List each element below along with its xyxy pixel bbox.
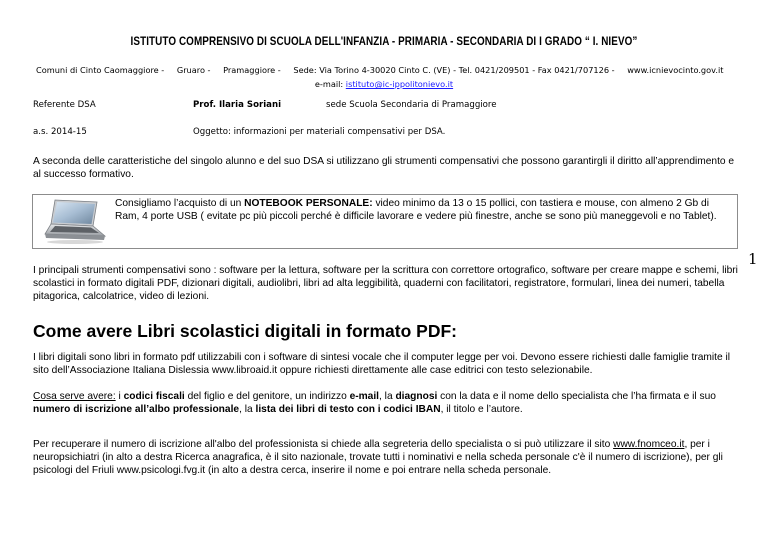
cosa-serve-text: con la data e il nome dello specialista che l’ha firmata e il suo	[437, 391, 716, 402]
referente-name: Prof. Ilaria Soriani	[193, 100, 282, 110]
referente-label: Referente DSA	[33, 100, 96, 110]
fnomceo-link[interactable]: www.fnomceo.it	[613, 439, 685, 450]
notebook-box	[32, 194, 738, 249]
codici-fiscali: codici fiscali	[123, 391, 185, 402]
email-label: e-mail:	[314, 79, 346, 89]
section-heading: Come avere Libri scolastici digitali in formato PDF:	[33, 321, 457, 341]
school-title: ISTITUTO COMPRENSIVO DI SCUOLA DELL'INFANZIA - PRIMARIA - SECONDARIA DI I GRADO “ I. NIEVO”	[130, 36, 638, 48]
cosa-serve-text: , la	[239, 404, 256, 415]
sede-scuola: sede Scuola Secondaria di Pramaggiore	[326, 100, 497, 110]
anno-scolastico: a.s. 2014-15	[33, 127, 87, 137]
notebook-text	[115, 197, 731, 223]
diagnosi: diagnosi	[395, 391, 438, 402]
numero-iscrizione: numero di iscrizione all’albo professionale	[33, 404, 240, 415]
oggetto: Oggetto: informazioni per materiali compensativi per DSA.	[193, 127, 446, 137]
recuperare-text: Per recuperare il numero di iscrizione all'albo del professionista si chiede alla segreteria dello specialista o si può utilizzare il sito	[33, 439, 614, 450]
sede-address: Sede: Via Torino 4-30020 Cinto C. (VE) - Tel. 0421/209501 - Fax 0421/707126 -	[293, 65, 615, 75]
email-link[interactable]: istituto@ic-ippolitonievo.it	[345, 79, 454, 89]
recuperare-text: , per i neuropsichiatri (in alto a destra Ricerca anagrafica, è il sito nazionale, trovate tutti i nominativi e nella scheda personale c'è il numero di iscrizione), per gli psicologi del Friuli www.psicologi.fvg.it (in alto a destra cerca, inserire il nome e poi entrare nella scheda personale.	[33, 439, 723, 476]
email-required: e-mail	[349, 391, 380, 402]
cosa-serve-label: Cosa serve avere:	[33, 391, 116, 402]
intro-paragraph: A seconda delle caratteristiche del singolo alunno e del suo DSA si utilizzano gli strumenti compensativi che possono garantirgli il diritto all’apprendimento e al successo formativo.	[33, 156, 735, 180]
cosa-serve-text: i	[115, 391, 124, 402]
comune-gruaro: Gruaro -	[176, 65, 211, 75]
comune-pramaggiore: Pramaggiore -	[223, 65, 281, 75]
box-rest: video minimo da 13 o 15 pollici, con tastiera e mouse, con almeno 2 Gb di Ram, 4 porte USB ( evitate pc più piccoli perché è difficile lavorare e vedere più finestre, anche se sono più maneggevoli e no Tablet).	[115, 198, 717, 222]
cosa-serve-text: , il titolo e l’autore.	[440, 404, 523, 415]
cosa-serve-text: , la	[379, 391, 396, 402]
website: www.icnievocinto.gov.it	[627, 65, 724, 75]
comuni-line	[36, 65, 733, 75]
page-number: 1	[748, 250, 758, 268]
libri-digitali-paragraph: I libri digitali sono libri in formato pdf utilizzabili con i software di sintesi vocale che il computer legge per voi. Devono essere richiesti dalle famiglie tramite il sito dell’Associazione Italiana Dislessia www.libroaid.it oppure richiesti direttamente alle case editrici con testo selezionabile.	[33, 352, 731, 376]
comuni-label: Comuni di Cinto Caomaggiore -	[36, 65, 165, 75]
box-bold: NOTEBOOK PERSONALE:	[244, 198, 373, 209]
recuperare-paragraph	[33, 438, 738, 477]
email-line	[0, 79, 768, 89]
lista-libri: lista dei libri di testo con i codici IBAN	[255, 404, 441, 415]
cosa-serve-paragraph	[33, 390, 738, 416]
strumenti-paragraph: I principali strumenti compensativi sono : software per la lettura, software per la scrittura con correttore ortografico, software per creare mappe e schemi, libri scolastici in formato digitali PDF, dizionari digitali, audiolibri, libri ad alta leggibilità, quaderni con facilitatori, registratore, formulari, linea dei numeri, tabella pitagorica, calcolatrice, video di lezioni.	[33, 265, 738, 302]
box-lead: Consigliamo l’acquisto di un	[115, 198, 245, 209]
cosa-serve-text: del figlio e del genitore, un indirizzo	[184, 391, 350, 402]
laptop-icon	[41, 198, 107, 246]
